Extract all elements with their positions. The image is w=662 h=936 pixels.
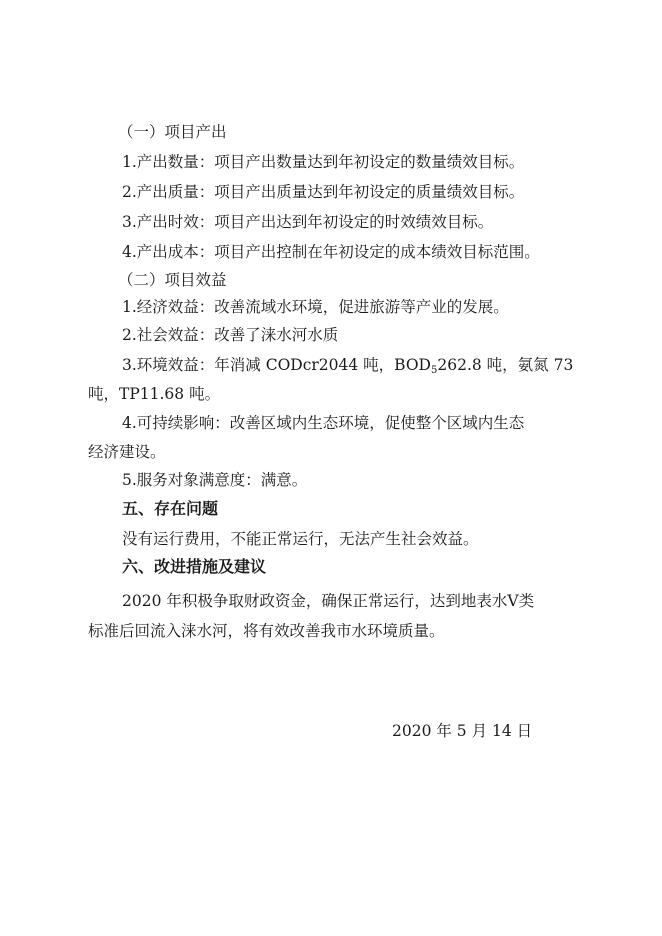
output-heading: （一）项目产出: [118, 123, 227, 141]
output-item-quantity: 1.产出数量：项目产出数量达到年初设定的数量绩效目标。: [122, 153, 525, 171]
benefit-sustainable: 4.可持续影响：改善区域内生态环境，促使整个区域内生态: [122, 414, 525, 432]
measures-line-1: 2020 年积极争取财政资金，确保正常运行，达到地表水Ⅴ类: [122, 592, 535, 610]
document-date: 2020 年 5 月 14 日: [392, 722, 533, 740]
benefit-satisfaction: 5.服务对象满意度：满意。: [122, 471, 308, 489]
benefit-environmental: [122, 355, 573, 378]
problems-text: 没有运行费用，不能正常运行，无法产生社会效益。: [122, 530, 479, 548]
output-item-quality: 2.产出质量：项目产出质量达到年初设定的质量绩效目标。: [122, 183, 525, 201]
measures-line-2: 标准后回流入涞水河，将有效改善我市水环境质量。: [88, 622, 445, 640]
output-item-cost: 4.产出成本：项目产出控制在年初设定的成本绩效目标范围。: [122, 243, 540, 261]
benefit-social: 2.社会效益：改善了涞水河水质: [122, 326, 339, 344]
problems-heading: 五、存在问题: [122, 499, 219, 518]
benefit-heading: （二）项目效益: [118, 271, 227, 289]
benefit-environmental-part1: 3.环境效益：年消减 CODcr2044 吨，BOD: [122, 356, 431, 374]
benefit-economic: 1.经济效益：改善流域水环境，促进旅游等产业的发展。: [122, 298, 509, 316]
benefit-environmental-part2: 262.8 吨，氨氮 73: [437, 356, 574, 374]
measures-heading: 六、改进措施及建议: [122, 557, 267, 576]
benefit-environmental-cont: 吨，TP11.68 吨。: [88, 385, 221, 403]
benefit-sustainable-cont: 经济建设。: [88, 443, 166, 461]
bod-subscript: 5: [431, 365, 438, 376]
output-item-timeliness: 3.产出时效：项目产出达到年初设定的时效绩效目标。: [122, 213, 494, 231]
